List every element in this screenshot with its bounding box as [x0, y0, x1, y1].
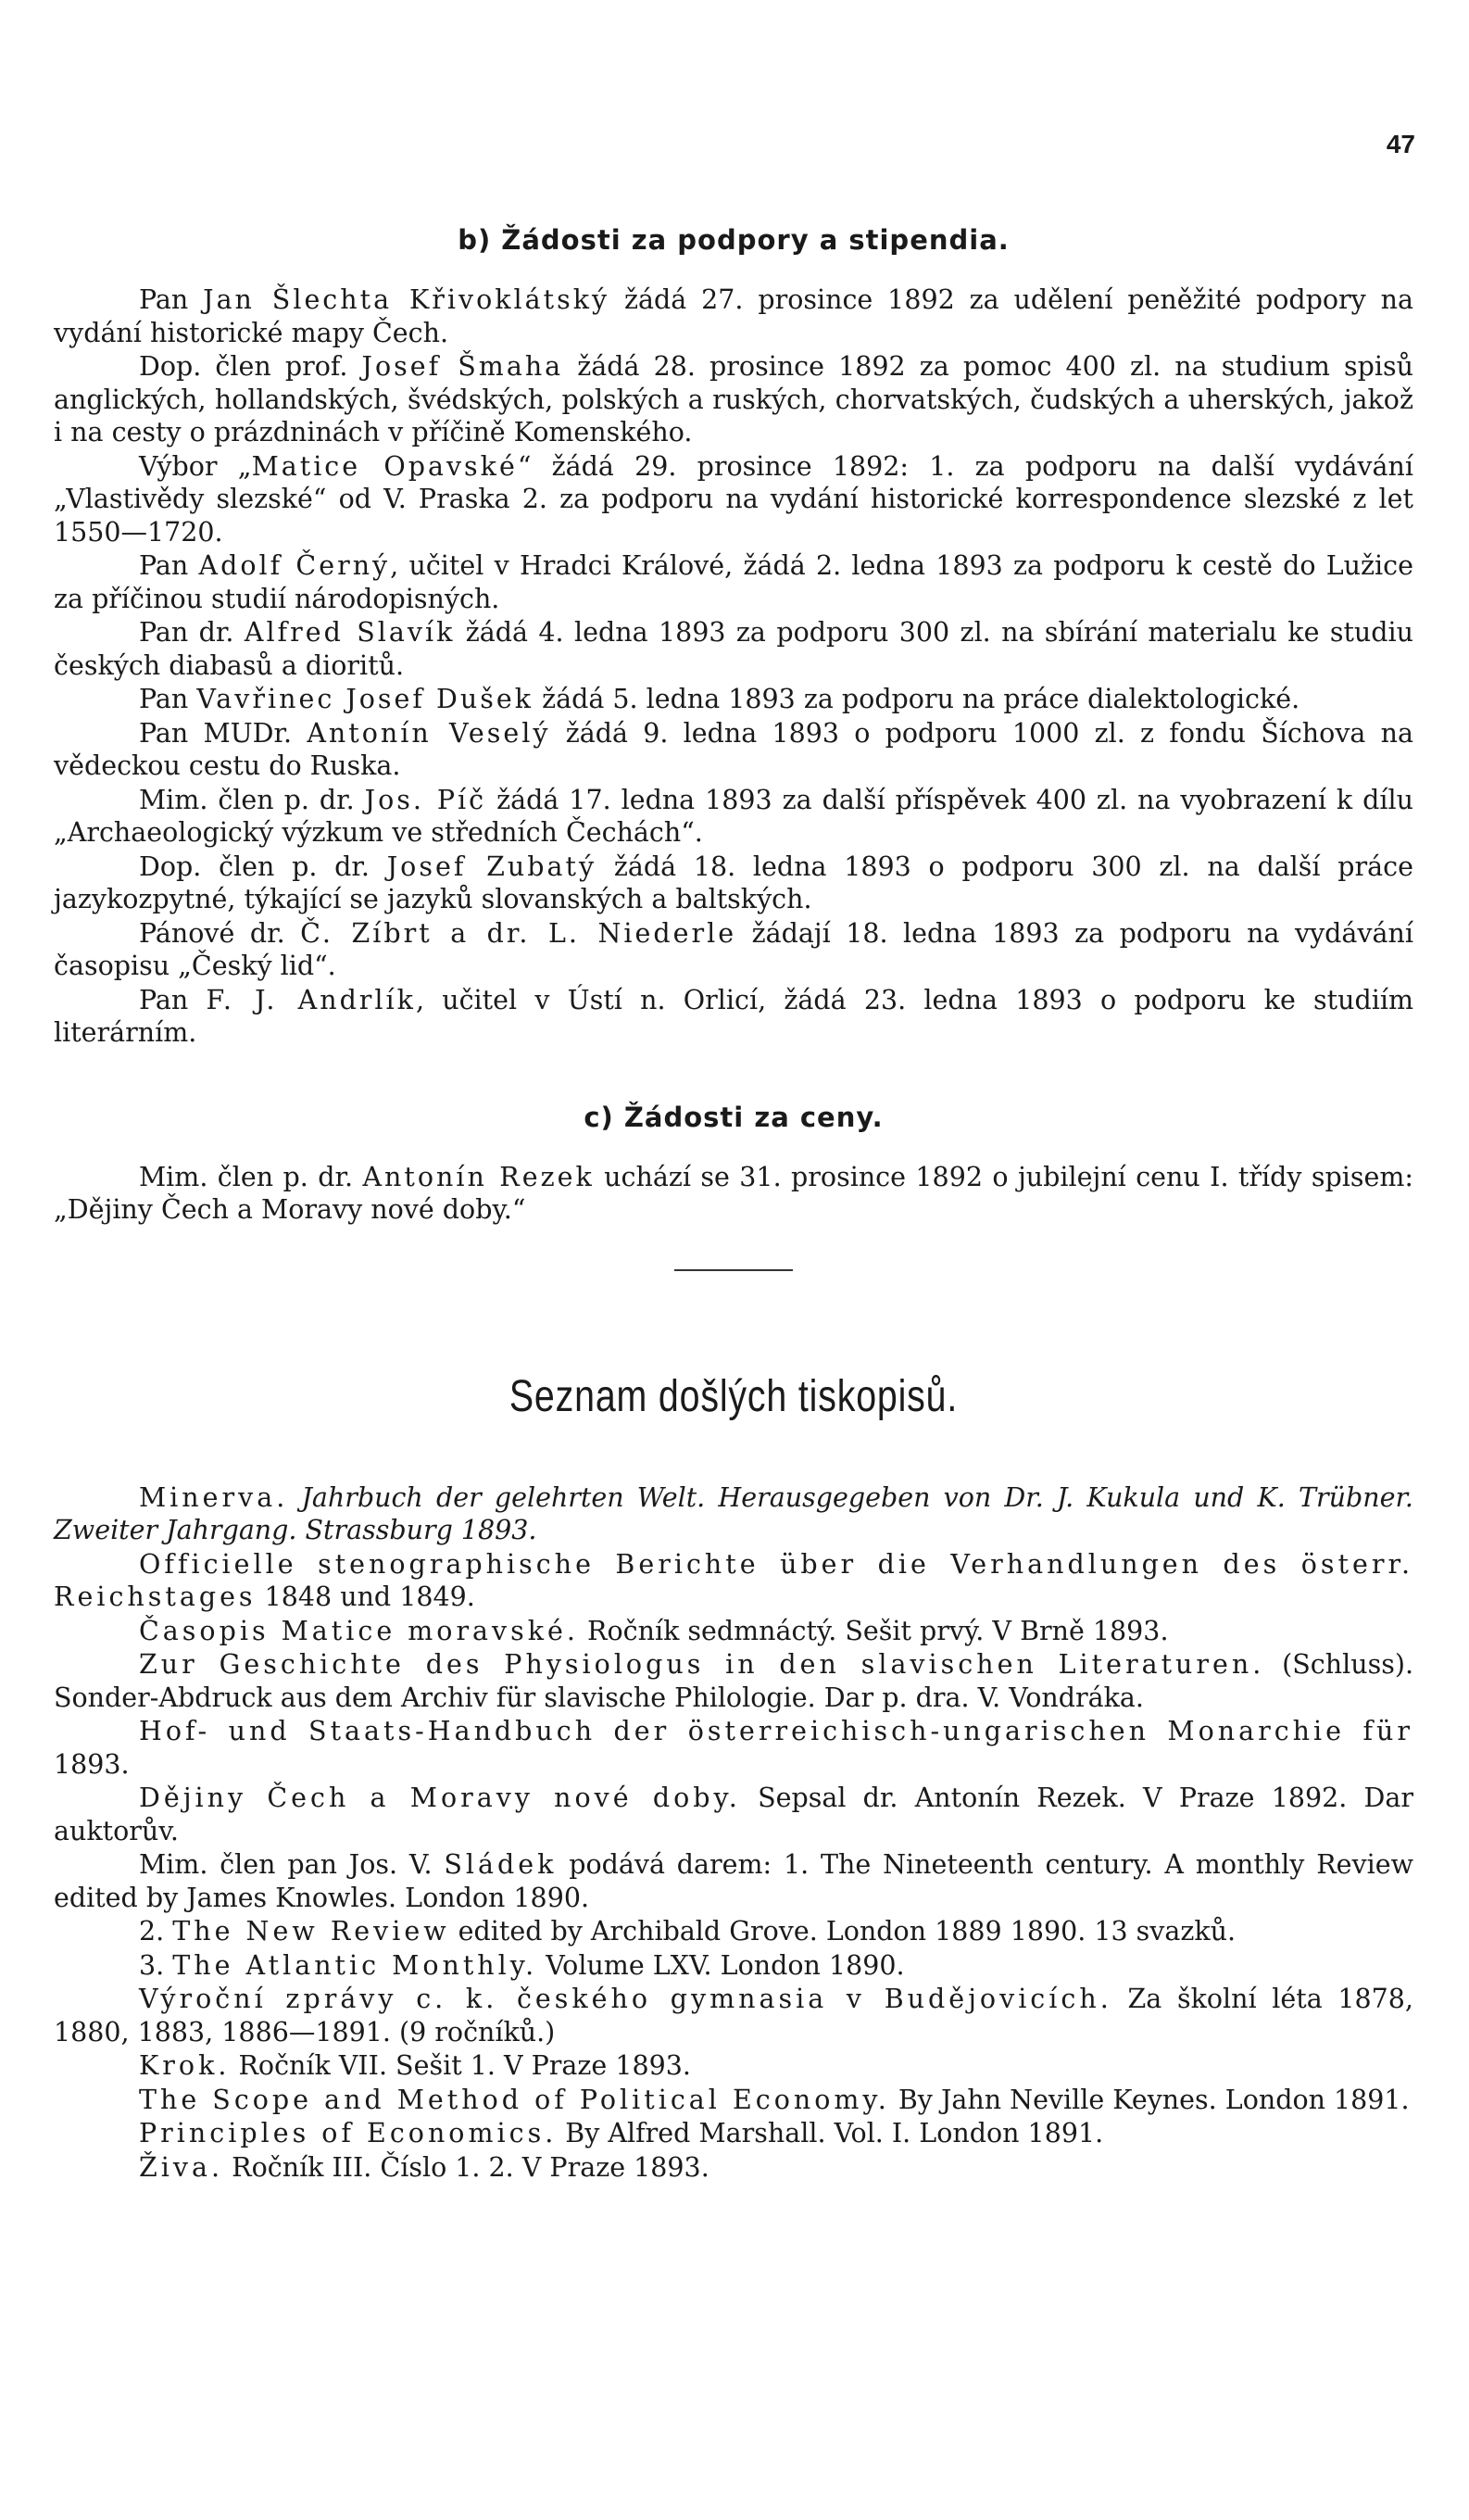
publication-entry: Zur Geschichte des Physiologus in den slavischen Literaturen. (Schluss). Sonder-Abdruck aus dem Archiv für slavische Philologie. Dar p. dra. V. Vondráka.	[54, 1649, 1414, 1713]
publication-entry: Hof- und Staats-Handbuch der österreichisch-ungarischen Monarchie für 1893.	[54, 1716, 1413, 1780]
publication-entry: Výroční zprávy c. k. českého gymnasia v Budějovicích. Za školní léta 1878, 1880, 1883, 1886—1891. (9 ročníků.)	[54, 1984, 1413, 2048]
publication-entry: Živa. Ročník III. Číslo 1. 2. V Praze 1893.	[139, 2151, 709, 2183]
page-number: 47	[1386, 130, 1415, 158]
section-separator	[674, 1269, 793, 1271]
publication-entry: Dějiny Čech a Moravy nové doby. Sepsal dr. Antonín Rezek. V Praze 1892. Dar auktorův.	[54, 1783, 1414, 1846]
publication-entry: The Scope and Method of Political Economy. By Jahn Neville Keynes. London 1891.	[139, 2084, 1410, 2115]
publication-entry: Mim. člen pan Jos. V. Sládek podává darem: 1. The Nineteenth century. A monthly Review edited by James Knowles. London 1890.	[54, 1849, 1413, 1913]
publication-entry: Minerva. Jahrbuch der gelehrten Welt. Herausgegeben von Dr. J. Kukula und K. Trübner. Zweiter Jahrgang. Strassburg 1893.	[54, 1481, 1413, 1545]
publication-entry: Časopis Matice moravské. Ročník sedmnáctý. Sešit prvý. V Brně 1893.	[139, 1615, 1169, 1646]
request-paragraph: Pan MUDr. Antonín Veselý žádá 9. ledna 1893 o podporu 1000 zl. z fondu Šíchova na vědeckou cestu do Ruska.	[54, 717, 1413, 781]
request-paragraph: Dop. člen p. dr. Josef Zubatý žádá 18. ledna 1893 o podporu 300 zl. na další práce jazykozpytné, týkající se jazyků slovanských a baltských.	[54, 850, 1413, 914]
section-c-heading: c) Žádosti za ceny.	[584, 1101, 884, 1133]
request-paragraph: Výbor „Matice Opavské“ žádá 29. prosince 1892: 1. za podporu na další vydávání „Vlastivědy slezské“ od V. Praska 2. za podporu na vydání historické korrespondence slezské z let 1550—1720.	[54, 450, 1413, 548]
publication-entry: 2. The New Review edited by Archibald Grove. London 1889 1890. 13 svazků.	[139, 1916, 1237, 1947]
request-paragraph: Pan Vavřinec Josef Dušek žádá 5. ledna 1893 za podporu na práce dialektologické.	[139, 684, 1300, 714]
request-paragraph: Pánové dr. Č. Zíbrt a dr. L. Niederle žádají 18. ledna 1893 za podporu na vydávání časopisu „Český lid“.	[54, 917, 1413, 981]
publication-entry: Krok. Ročník VII. Sešit 1. V Praze 1893.	[139, 2050, 691, 2081]
prize-paragraph: Mim. člen p. dr. Antonín Rezek uchází se 31. prosince 1892 o jubilejní cenu I. třídy spisem: „Dějiny Čech a Moravy nové doby.“	[54, 1161, 1413, 1225]
section-b-heading: b) Žádosti za podpory a stipendia.	[458, 224, 1010, 256]
request-paragraph: Pan Adolf Černý, učitel v Hradci Králové, žádá 2. ledna 1893 za podporu k cestě do Lužice za příčinou studií národopisných.	[54, 550, 1413, 614]
publication-entry: 3. The Atlantic Monthly. Volume LXV. London 1890.	[139, 1949, 905, 1981]
request-paragraph: Pan dr. Alfred Slavík žádá 4. ledna 1893 za podporu 300 zl. na sbírání materialu ke studiu českých diabasů a dioritů.	[54, 617, 1413, 681]
request-paragraph: Mim. člen p. dr. Jos. Píč žádá 17. ledna 1893 za další příspěvek 400 zl. na vyobrazení k dílu „Archaeologický výzkum ve středních Čechách“.	[54, 784, 1413, 848]
request-paragraph: Pan Jan Šlechta Křivoklátský žádá 27. prosince 1892 za udělení peněžité podpory na vydání historické mapy Čech.	[54, 284, 1413, 348]
page-body	[54, 224, 1413, 2185]
publication-list	[54, 1481, 1413, 2185]
seznam-heading: Seznam došlých tiskopisů.	[508, 1371, 959, 1421]
request-paragraph: Dop. člen prof. Josef Šmaha žádá 28. prosince 1892 za pomoc 400 zl. na studium spisů anglických, hollandských, švédských, polských a ruských, chorvatských, čudských a uherských, jakož i na cesty o prázdninách v příčině Komenského.	[54, 351, 1414, 447]
publication-entry: Principles of Economics. By Alfred Marshall. Vol. I. London 1891.	[139, 2118, 1104, 2148]
request-paragraph: Pan F. J. Andrlík, učitel v Ústí n. Orlicí, žádá 23. ledna 1893 o podporu ke studiím literárním.	[54, 984, 1413, 1048]
publication-entry: Officielle stenographische Berichte über die Verhandlungen des österr. Reichstages 1848 und 1849.	[54, 1548, 1413, 1612]
section-b-requests	[54, 284, 1413, 1050]
